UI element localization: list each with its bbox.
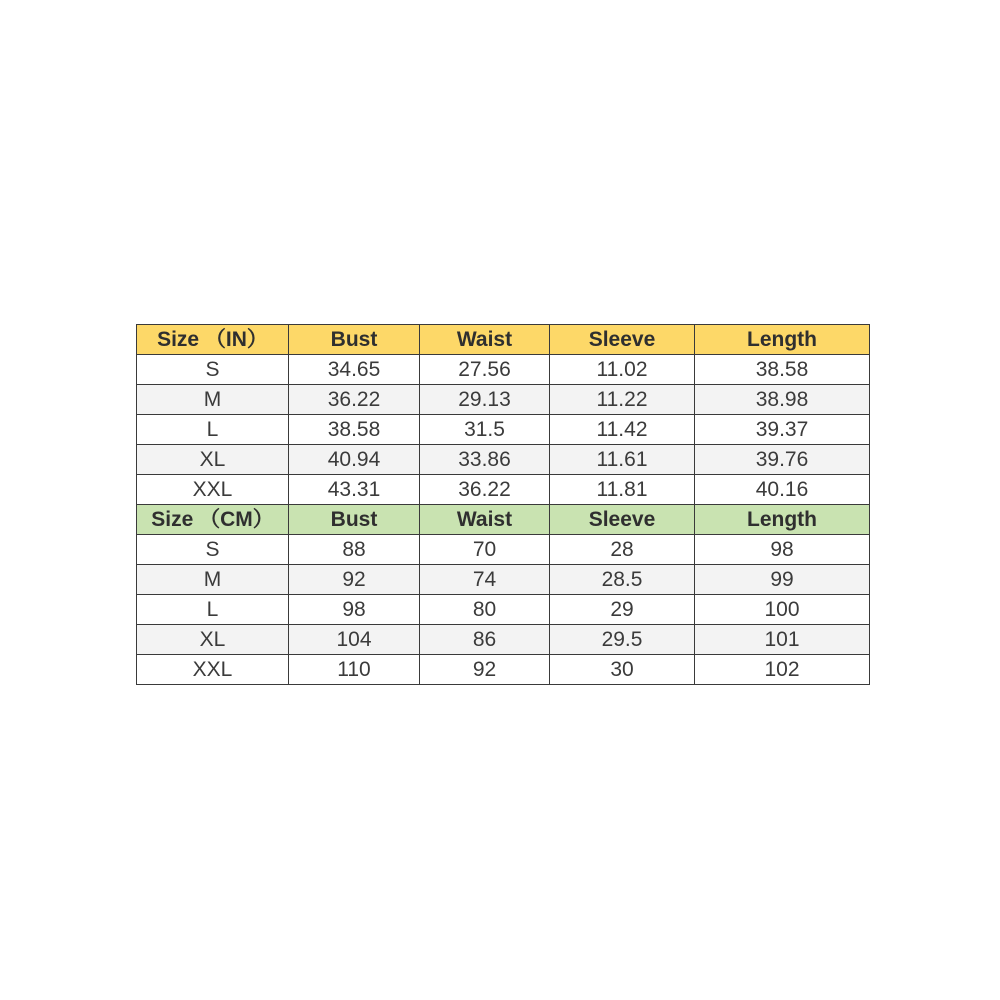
length-cell: 40.16 [695, 475, 870, 505]
table-row [137, 445, 870, 475]
sleeve-cell: 11.22 [550, 385, 695, 415]
length-cell: 100 [695, 595, 870, 625]
size-cell: L [137, 415, 289, 445]
length-cell: 38.58 [695, 355, 870, 385]
header-size-cm: Size （CM） [137, 505, 289, 535]
table-row [137, 475, 870, 505]
sleeve-cell: 28 [550, 535, 695, 565]
sleeve-cell: 11.61 [550, 445, 695, 475]
size-cell: S [137, 535, 289, 565]
waist-cell: 27.56 [420, 355, 550, 385]
bust-cell: 98 [289, 595, 420, 625]
bust-cell: 88 [289, 535, 420, 565]
length-cell: 102 [695, 655, 870, 685]
length-cell: 98 [695, 535, 870, 565]
header-sleeve: Sleeve [550, 505, 695, 535]
bust-cell: 40.94 [289, 445, 420, 475]
bust-cell: 92 [289, 565, 420, 595]
table-row [137, 625, 870, 655]
size-chart-table [136, 324, 870, 685]
waist-cell: 33.86 [420, 445, 550, 475]
inch-header-row [137, 325, 870, 355]
size-cell: S [137, 355, 289, 385]
size-cell: XL [137, 445, 289, 475]
header-waist: Waist [420, 505, 550, 535]
size-cell: M [137, 385, 289, 415]
size-cell: XXL [137, 655, 289, 685]
table-row [137, 595, 870, 625]
sleeve-cell: 11.42 [550, 415, 695, 445]
header-size-in: Size （IN） [137, 325, 289, 355]
sleeve-cell: 29 [550, 595, 695, 625]
table-row [137, 535, 870, 565]
waist-cell: 70 [420, 535, 550, 565]
table-row [137, 355, 870, 385]
sleeve-cell: 30 [550, 655, 695, 685]
bust-cell: 110 [289, 655, 420, 685]
header-waist: Waist [420, 325, 550, 355]
table-row [137, 415, 870, 445]
header-length: Length [695, 325, 870, 355]
bust-cell: 104 [289, 625, 420, 655]
sleeve-cell: 28.5 [550, 565, 695, 595]
length-cell: 39.76 [695, 445, 870, 475]
header-length: Length [695, 505, 870, 535]
bust-cell: 36.22 [289, 385, 420, 415]
length-cell: 99 [695, 565, 870, 595]
size-cell: XXL [137, 475, 289, 505]
header-bust: Bust [289, 505, 420, 535]
sleeve-cell: 11.02 [550, 355, 695, 385]
waist-cell: 74 [420, 565, 550, 595]
waist-cell: 80 [420, 595, 550, 625]
bust-cell: 43.31 [289, 475, 420, 505]
header-bust: Bust [289, 325, 420, 355]
table-row [137, 565, 870, 595]
size-cell: L [137, 595, 289, 625]
header-sleeve: Sleeve [550, 325, 695, 355]
waist-cell: 31.5 [420, 415, 550, 445]
length-cell: 38.98 [695, 385, 870, 415]
sleeve-cell: 29.5 [550, 625, 695, 655]
waist-cell: 36.22 [420, 475, 550, 505]
bust-cell: 34.65 [289, 355, 420, 385]
bust-cell: 38.58 [289, 415, 420, 445]
table-row [137, 385, 870, 415]
size-cell: M [137, 565, 289, 595]
length-cell: 101 [695, 625, 870, 655]
cm-header-row [137, 505, 870, 535]
size-cell: XL [137, 625, 289, 655]
length-cell: 39.37 [695, 415, 870, 445]
waist-cell: 92 [420, 655, 550, 685]
waist-cell: 86 [420, 625, 550, 655]
sleeve-cell: 11.81 [550, 475, 695, 505]
table-row [137, 655, 870, 685]
waist-cell: 29.13 [420, 385, 550, 415]
